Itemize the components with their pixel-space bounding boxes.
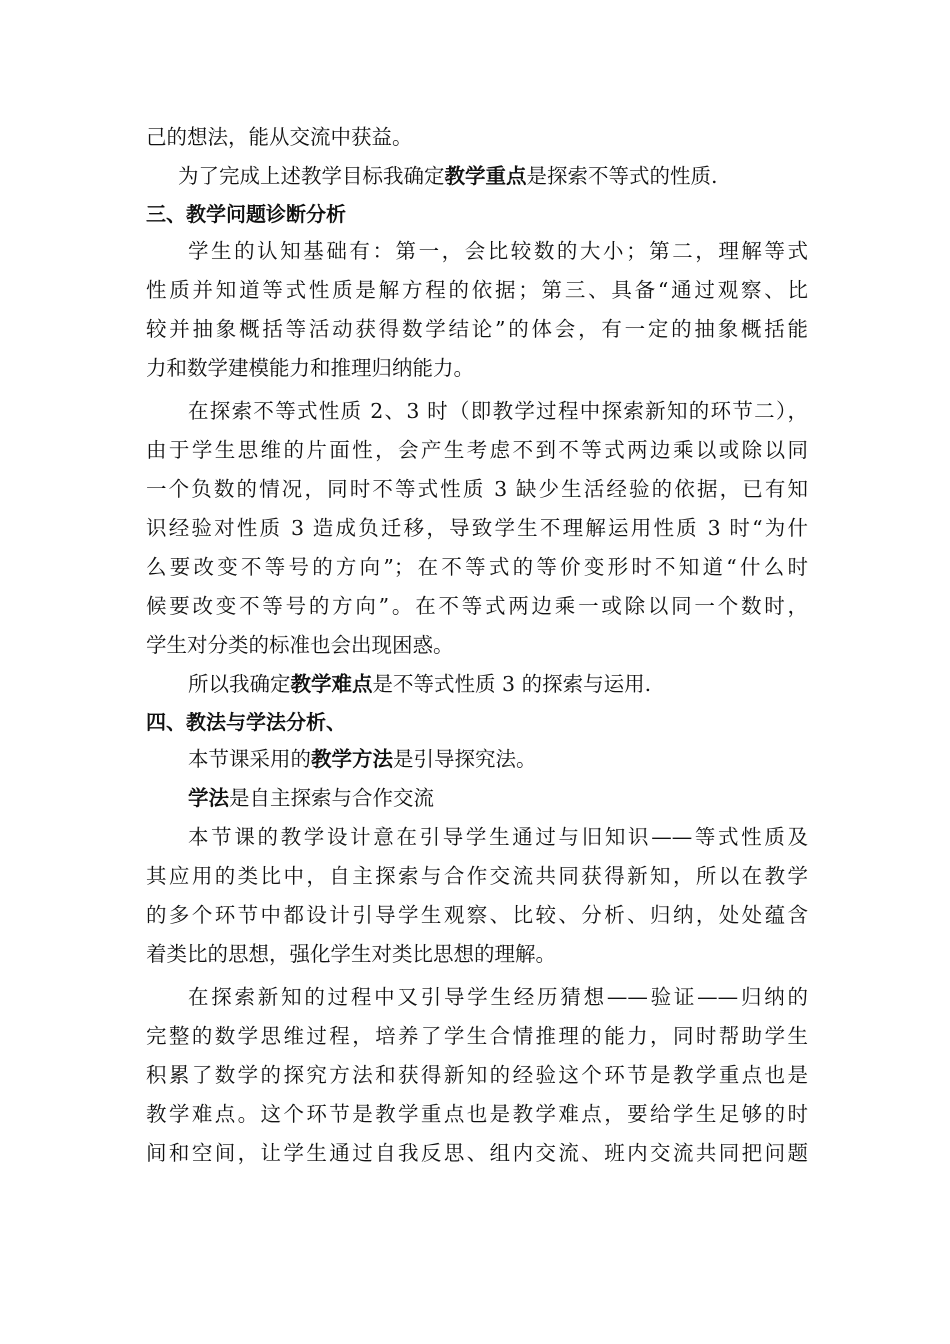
paragraph-line: 完整的数学思维过程，培养了学生合情推理的能力，同时帮助学生: [146, 1024, 808, 1048]
paragraph-line: 么要改变不等号的方向”；在不等式的等价变形时不知道“什么时: [146, 555, 808, 579]
paragraph-line: 教学难点。这个环节是教学重点也是教学难点，要给学生足够的时: [146, 1102, 808, 1126]
study-method-term: 学法: [188, 786, 229, 810]
paragraph-line: 学生对分类的标准也会出现困惑。: [146, 633, 454, 657]
document-page: [146, 118, 808, 1173]
teaching-difficulty-term: 教学难点: [290, 672, 373, 696]
paragraph-line: 学生的认知基础有：第一，会比较数的大小；第二，理解等式: [188, 239, 808, 263]
paragraph-line: 一个负数的情况，同时不等式性质 3 缺少生活经验的依据，已有知: [146, 477, 808, 501]
paragraph-line: 较并抽象概括等活动获得数学结论”的体会，有一定的抽象概括能: [146, 317, 808, 341]
paragraph-line: 力和数学建模能力和推理归纳能力。: [146, 356, 474, 380]
paragraph-line: 的多个环节中都设计引导学生观察、比较、分析、归纳，处处蕴含: [146, 903, 808, 927]
teaching-difficulty-statement: 所以我确定教学难点是不等式性质 3 的探索与运用.: [188, 672, 652, 696]
paragraph-line: 识经验对性质 3 造成负迁移，导致学生不理解运用性质 3 时“为什: [146, 516, 808, 540]
teaching-focus-term: 教学重点: [444, 164, 527, 188]
teaching-method-statement: 本节课采用的教学方法是引导探究法。: [188, 747, 537, 771]
paragraph-line: 由于学生思维的片面性，会产生考虑不到不等式两边乘以或除以同: [146, 438, 808, 462]
paragraph-line: 其应用的类比中，自主探索与合作交流共同获得新知，所以在教学: [146, 864, 808, 888]
section-heading-3: 三、教学问题诊断分析: [146, 202, 346, 226]
study-method-statement: 学法是自主探索与合作交流: [188, 786, 434, 810]
section-heading-4: 四、教法与学法分析、: [146, 710, 346, 734]
paragraph-line: 积累了数学的探究方法和获得新知的经验这个环节是教学重点也是: [146, 1063, 808, 1087]
teaching-method-term: 教学方法: [311, 747, 393, 771]
paragraph-line: 在探索新知的过程中又引导学生经历猜想——验证——归纳的: [188, 985, 808, 1009]
paragraph-line: 在探索不等式性质 2、3 时（即教学过程中探索新知的环节二），: [188, 399, 808, 423]
paragraph-line: 己的想法，能从交流中获益。: [146, 125, 413, 149]
paragraph-line: 着类比的思想，强化学生对类比思想的理解。: [146, 942, 556, 966]
paragraph-line: 性质并知道等式性质是解方程的依据；第三、具备“通过观察、比: [146, 278, 808, 302]
paragraph-line: 本节课的教学设计意在引导学生通过与旧知识——等式性质及: [188, 825, 808, 849]
paragraph-line: 间和空间，让学生通过自我反思、组内交流、班内交流共同把问题: [146, 1141, 808, 1165]
paragraph-line: 候要改变不等号的方向”。在不等式两边乘一或除以同一个数时，: [146, 594, 808, 618]
teaching-focus-statement: 为了完成上述教学目标我确定教学重点是探索不等式的性质.: [178, 164, 718, 188]
